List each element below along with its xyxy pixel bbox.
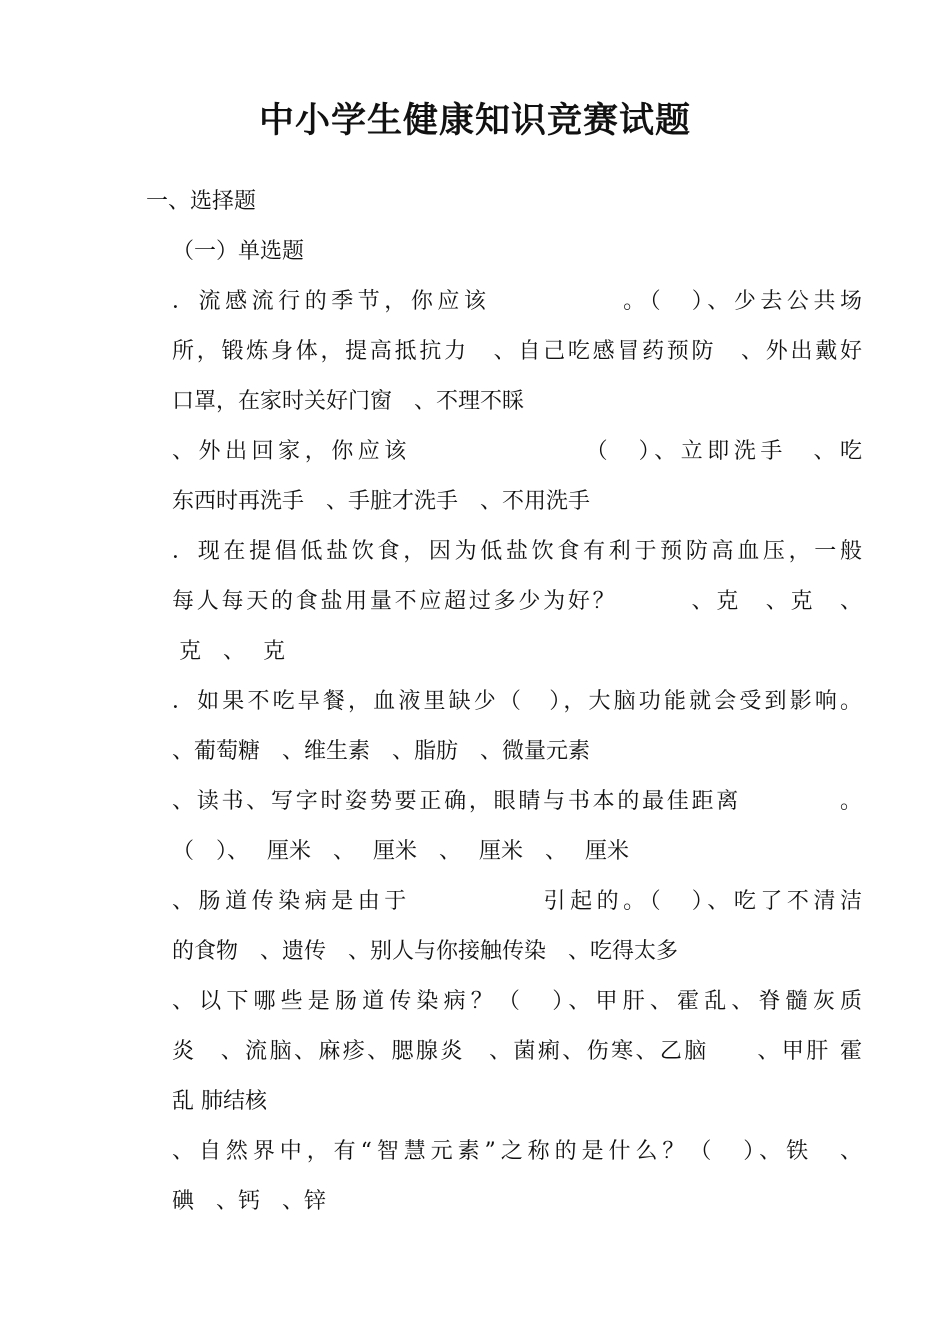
question-line: 的食物 、遗传 、别人与你接触传染 、吃得太多 [172, 939, 679, 964]
question-line: 乱 肺结核 [172, 1089, 267, 1114]
question-line: 口罩，在家时关好门窗 、不理不睬 [172, 389, 525, 414]
question-line: 东西时再洗手 、手脏才洗手 、不用洗手 [172, 489, 591, 514]
section-heading: 一、选择题 [146, 189, 257, 214]
question-line: 、自然界中，有“智慧元素”之称的是什么？（ ）、铁 、 [172, 1139, 862, 1164]
question-line: 、肠道传染病是由于 引起的。（ ）、吃了不清洁 [172, 889, 862, 914]
question-line: ．现在提倡低盐饮食，因为低盐饮食有利于预防高血压，一般 [172, 539, 862, 564]
question-line: 、葡萄糖 、维生素 、脂肪 、微量元素 [172, 739, 591, 764]
question-line: 、读书、写字时姿势要正确，眼睛与书本的最佳距离 。 [172, 789, 862, 814]
question-line: ．流感流行的季节，你应该 。（ ）、少去公共场 [172, 289, 862, 314]
page-title: 中小学生健康知识竞赛试题 [258, 101, 691, 141]
question-line: 克 、 克 [172, 639, 285, 664]
question-line: 、外出回家，你应该 （ ）、立即洗手 、吃 [172, 439, 862, 464]
question-line: 所，锻炼身体，提高抵抗力 、自己吃感冒药预防 、外出戴好 [172, 339, 862, 364]
question-line: 、以下哪些是肠道传染病？（ ）、甲肝、霍乱、脊髓灰质 [172, 989, 862, 1014]
subsection-heading: （一）单选题 [172, 239, 305, 264]
question-line: （ ）、 厘米 、 厘米 、 厘米 、 厘米 [172, 839, 629, 864]
question-line: 炎 、流脑、麻疹、腮腺炎 、菌痢、伤寒、乙脑 、甲肝 霍 [172, 1039, 862, 1064]
question-line: 每人每天的食盐用量不应超过多少为好？ 、克 、克 、 [172, 589, 862, 614]
question-line: ．如果不吃早餐，血液里缺少（ ），大脑功能就会受到影响。 [172, 689, 862, 714]
question-line: 碘 、钙 、锌 [172, 1189, 327, 1214]
